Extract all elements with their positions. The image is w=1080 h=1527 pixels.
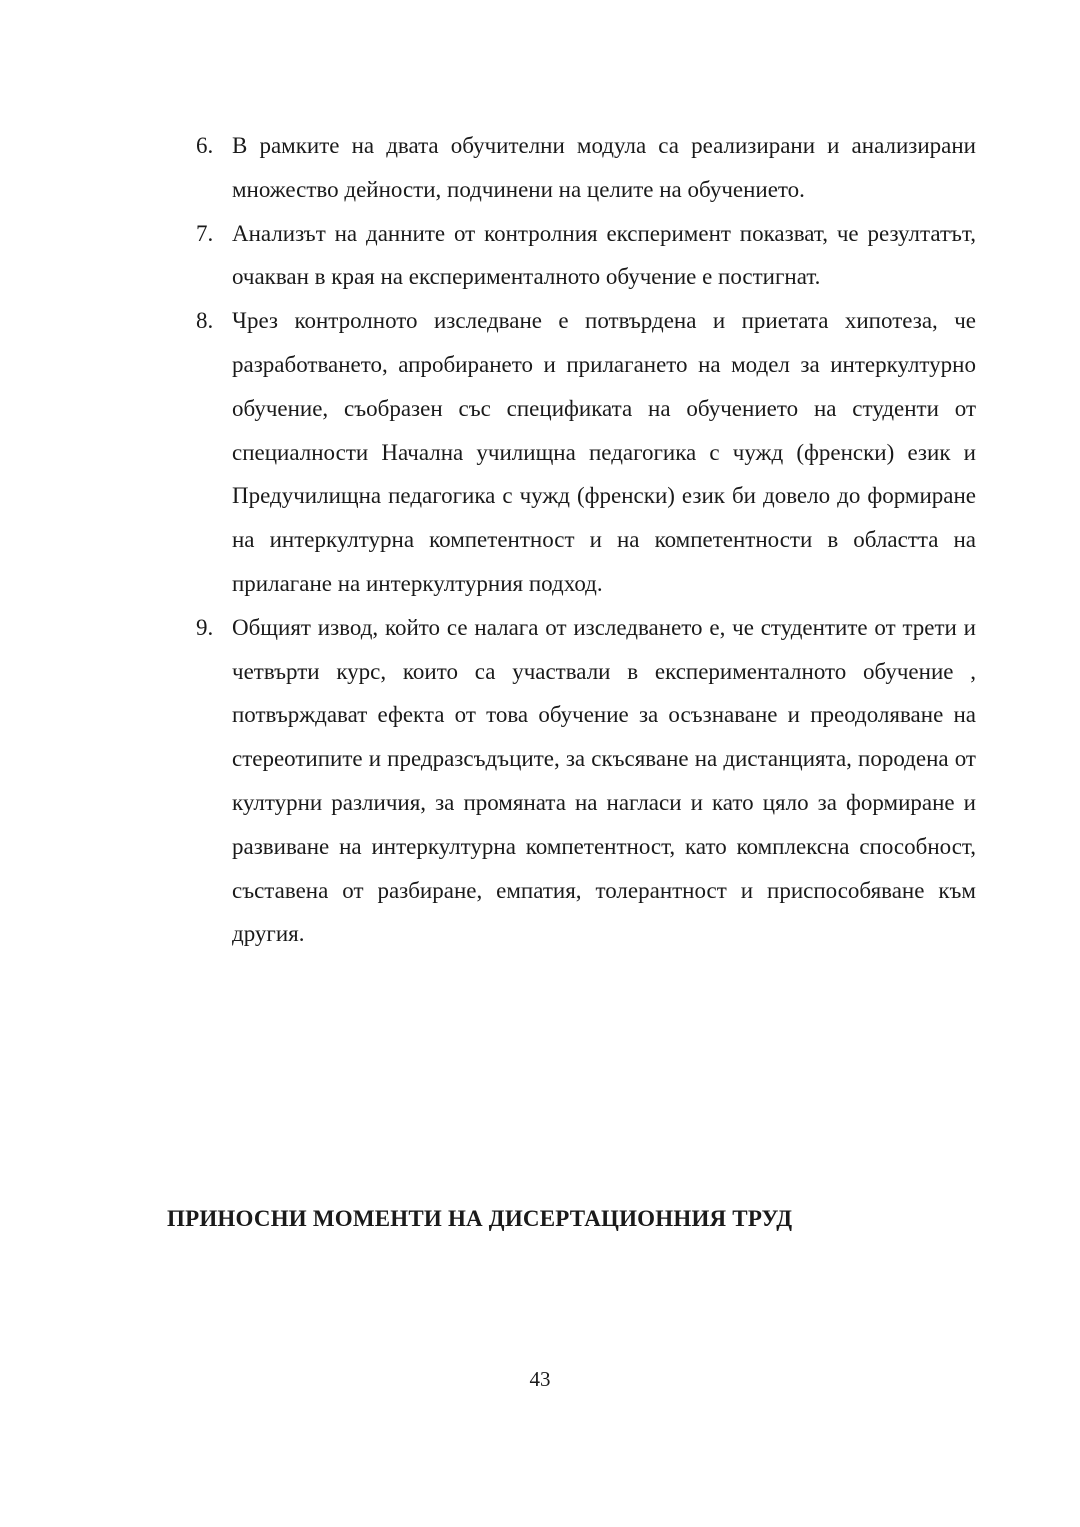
list-item [196, 606, 976, 956]
list-item-number: 9. [196, 614, 214, 640]
list-item-number: 7. [196, 220, 214, 246]
page-number: 43 [529, 1367, 551, 1391]
list-item [196, 212, 976, 300]
conclusions-list [196, 124, 976, 956]
section-heading: ПРИНОСНИ МОМЕНТИ НА ДИСЕРТАЦИОННИЯ ТРУД [167, 1206, 793, 1231]
list-item [196, 299, 976, 606]
list-item-number: 8. [196, 308, 214, 334]
list-item-text: Чрез контролното изследване е потвърдена и приетата хипотеза, че разработването, апробирането и прилагането на модел за интеркултурно обучение, съобразен със спецификата на обучението на студенти от специалности Начална училищна педагогика с чужд (френски) език и Предучилищна педагогика с чужд (френски) език би довело до формиране на интеркултурна компетентност и на компетентности в областта на прилагане на интеркултурния подход. [232, 308, 976, 596]
list-item-number: 6. [196, 133, 214, 158]
list-item-text: В рамките на двата обучителни модула са реализирани и анализирани множество дейности, подчинени на целите на обучението. [232, 133, 976, 202]
list-item [196, 124, 976, 212]
list-item-text: Общият извод, който се налага от изследването е, че студентите от трети и четвърти курс, които са участвали в експерименталното обучение , потвърждават ефекта от това обучение за осъзнаване и преодоляване на стереотипите и предразсъдъците, за скъсяване на дистанцията, породена от културни различия, за промяната на нагласи и като цяло за формиране и развиване на интеркултурна компетентност, като комплексна способност, съставена от разбиране, емпатия, толерантност и приспособяване към другия. [232, 614, 976, 947]
list-item-text: Анализът на данните от контролния експеримент показват, че резултатът, очакван в края на експерименталното обучение е постигнат. [232, 220, 976, 290]
